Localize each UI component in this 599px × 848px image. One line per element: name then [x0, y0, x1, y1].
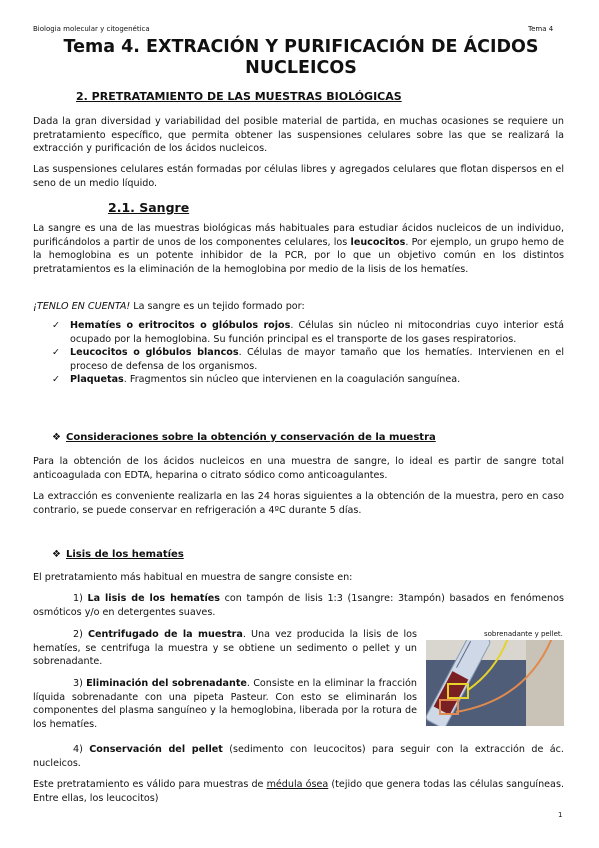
blood-components-list — [52, 319, 564, 387]
blood-text-bold: leucocitos — [350, 236, 406, 248]
step-1: 1) La lisis de los hematíes con tampón de lisis 1:3 (1sangre: 3tampón) basados en fenómenos osmóticos y/o en detergentes suaves. — [33, 593, 564, 618]
list-item-bold: Plaquetas — [70, 374, 124, 385]
blood-text-a: La sangre es una de las muestras biológicas más habituales para estudiar ácidos nucleicos de un individuo, purificándolos a partir de unos de los componentes celulares, los — [33, 223, 564, 248]
list-item — [52, 373, 564, 387]
photo-caption: sobrenadante y pellet. — [484, 630, 563, 638]
header-left: Biologia molecular y citogenética — [33, 25, 150, 33]
checkmark-icon: ✓ — [52, 320, 60, 331]
final-paragraph: Este pretratamiento es válido para muestras de médula ósea (tejido que genera todas las células sanguíneas. Entre ellas, los leucocitos) — [33, 779, 564, 804]
list-item-bold: Hematíes o eritrocitos o glóbulos rojos — [70, 320, 291, 331]
intro-paragraph-1: Dada la gran diversidad y variabilidad del posible material de partida, en muchas ocasiones se requiere un pretratamiento específico, que permita obtener las suspensiones celulares sobre las que se realizará la extracción y purificación de los ácidos nucleicos. — [33, 116, 564, 154]
header-right: Tema 4 — [528, 25, 554, 33]
considerations-paragraph-1: Para la obtención de los ácidos nucleicos en una muestra de sangre, lo ideal es partir de sangre total anticoagulada con EDTA, heparina o citrato sódico como anticoagulantes. — [33, 456, 564, 481]
diamond-bullet-icon: ❖ — [52, 549, 61, 560]
checkmark-icon: ✓ — [52, 347, 60, 358]
section-heading: 2. PRETRATAMIENTO DE LAS MUESTRAS BIOLÓGICAS — [76, 90, 402, 103]
list-item — [52, 319, 564, 346]
lysis-heading: ❖ Lisis de los hematíes — [52, 549, 184, 560]
list-item — [52, 346, 564, 373]
note-text: La sangre es un tejido formado por: — [130, 301, 305, 312]
list-item-text: . Células sin núcleo ni mitocondrias cuyo interior está ocupado por la hemoglobina. Su función principal es el transporte de los gases respiratorios. — [70, 320, 564, 345]
blood-paragraph — [33, 222, 564, 276]
considerations-heading: ❖ Consideraciones sobre la obtención y conservación de la muestra — [52, 432, 436, 443]
page-title: Tema 4. EXTRACIÓN Y PURIFICACIÓN DE ÁCIDOS NUCLEICOS — [63, 37, 539, 78]
step-4: 4) Conservación del pellet (sedimento con leucocitos) para seguir con la extracción de ác. nucleicos. — [33, 744, 564, 769]
list-item-bold: Leucocitos o glóbulos blancos — [70, 347, 239, 358]
step-3: 3) Eliminación del sobrenadante. Consiste en la eliminar la fracción líquida sobrenadante con una pipeta Pasteur. Con esto se eliminarán los componentes del plasma sanguíneo y la hemoglobina, liberada por la rotura de los hematíes. — [33, 678, 417, 730]
list-item-text: . Fragmentos sin núcleo que intervienen en la coagulación sanguínea. — [123, 374, 461, 385]
page-number: 1 — [558, 811, 563, 819]
list-item-text: . Células de mayor tamaño que los hematíes. Intervienen en el proceso de defensa de los organismos. — [70, 347, 564, 372]
diamond-bullet-icon: ❖ — [52, 432, 61, 443]
blood-text-c: . Por ejemplo, un grupo hemo de la hemoglobina es un potente inhibidor de la PCR, por lo que un objetivo común en los distintos pretratamientos es la eliminación de la hemoglobina por medio de la lisis de los hematíes. — [33, 236, 564, 275]
step-2: 2) Centrifugado de la muestra. Una vez producida la lisis de los hematíes, se centrifuga la muestra y se obtiene un sedimento o pellet y un sobrenadante. — [33, 629, 417, 667]
lysis-intro: El pretratamiento más habitual en muestra de sangre consiste en: — [33, 572, 353, 583]
considerations-paragraph-2: La extracción es conveniente realizarla en las 24 horas siguientes a la obtención de la muestra, pero en caso contrario, se puede conservar en refrigeración a 4ºC durante 5 días. — [33, 491, 564, 516]
intro-paragraph-2: Las suspensiones celulares están formadas por células libres y agregados celulares que flotan dispersos en el seno de un medio líquido. — [33, 164, 564, 189]
subsection-heading: 2.1. Sangre — [108, 200, 190, 215]
checkmark-icon: ✓ — [52, 374, 60, 385]
tube-illustration — [426, 640, 564, 726]
note-label: ¡TENLO EN CUENTA! — [33, 301, 131, 312]
note-paragraph — [33, 300, 564, 314]
centrifuge-tube-photo — [426, 640, 564, 726]
